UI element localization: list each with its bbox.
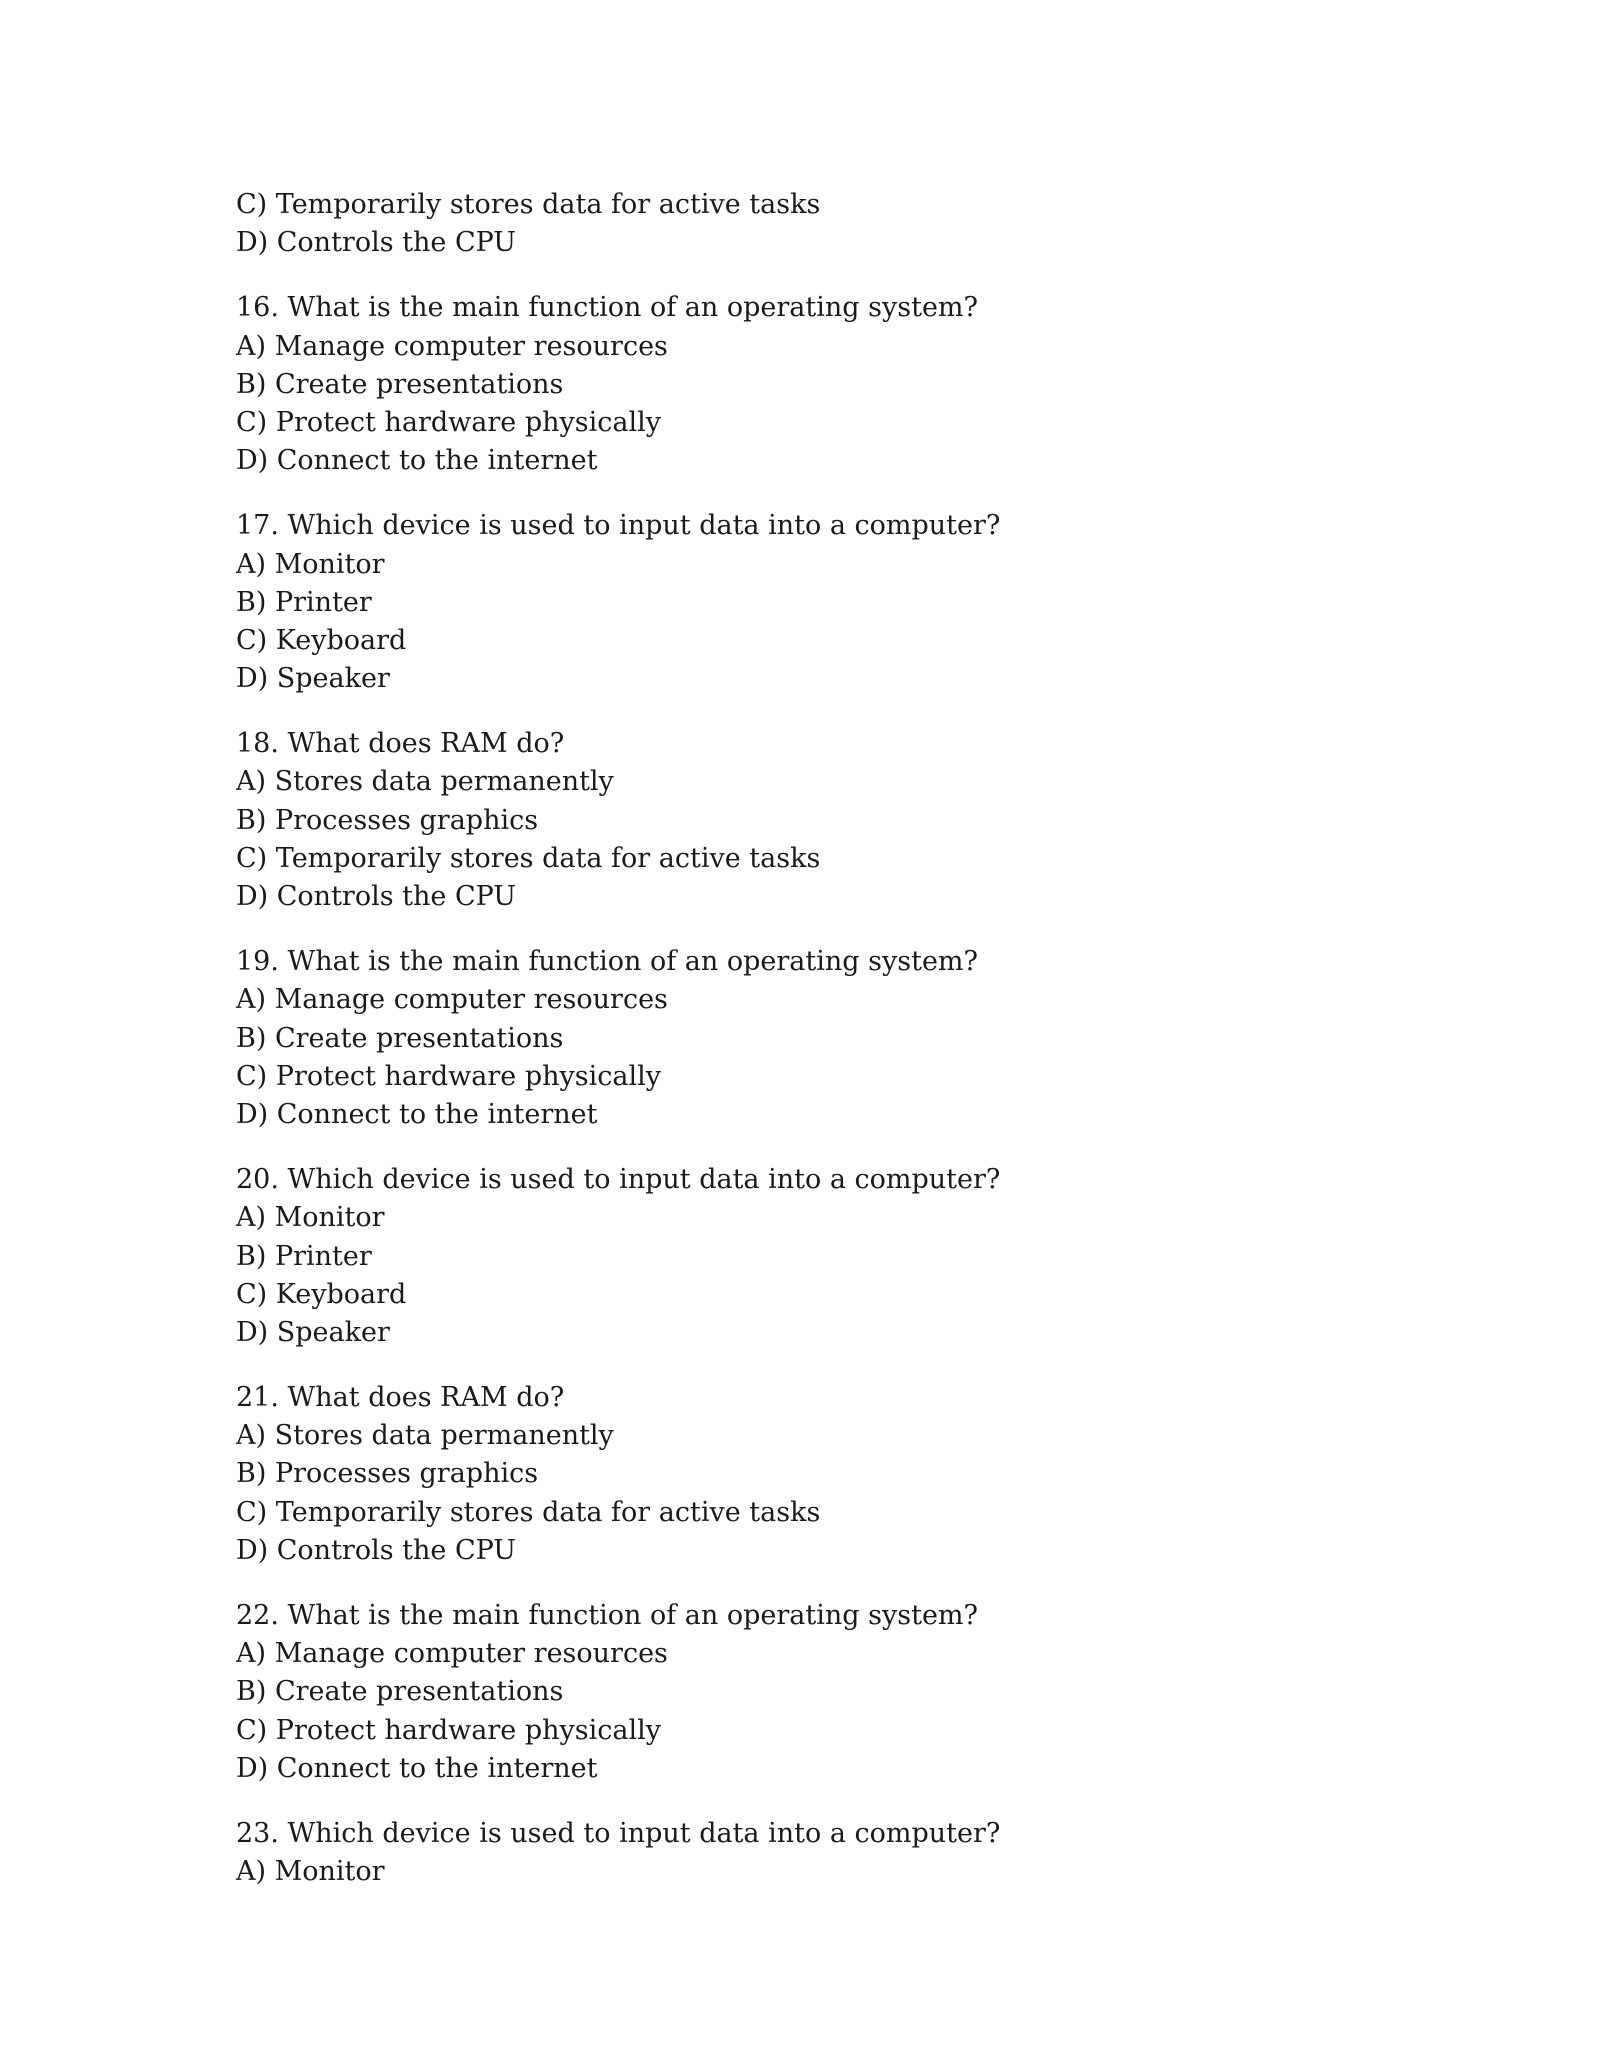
answer-option: C) Temporarily stores data for active tasks bbox=[236, 189, 821, 220]
answer-option: C) Keyboard bbox=[236, 624, 407, 656]
answer-option: D) Controls the CPU bbox=[236, 881, 517, 912]
spacer bbox=[236, 1352, 1386, 1379]
answer-option: A) Monitor bbox=[236, 1202, 385, 1234]
answer-option: B) Create presentations bbox=[236, 368, 564, 400]
answer-option: B) Printer bbox=[236, 586, 372, 618]
spacer bbox=[236, 698, 1386, 725]
question-list bbox=[236, 186, 1386, 1891]
spacer bbox=[236, 480, 1386, 507]
question-text: 19. What is the main function of an operating system? bbox=[236, 946, 979, 978]
question-text: 20. Which device is used to input data into a computer? bbox=[236, 1164, 1001, 1196]
question-19 bbox=[236, 943, 1386, 1134]
spacer bbox=[236, 262, 1386, 289]
answer-option: B) Processes graphics bbox=[236, 1458, 539, 1490]
spacer bbox=[236, 1134, 1386, 1161]
answer-option: B) Create presentations bbox=[236, 1022, 564, 1054]
answer-option: C) Protect hardware physically bbox=[236, 1060, 661, 1092]
question-16 bbox=[236, 289, 1386, 480]
answer-option: C) Keyboard bbox=[236, 1278, 407, 1310]
question-18 bbox=[236, 725, 1386, 916]
question-text: 17. Which device is used to input data into a computer? bbox=[236, 510, 1001, 542]
answer-option: D) Connect to the internet bbox=[236, 445, 598, 477]
answer-option: A) Stores data permanently bbox=[236, 766, 614, 798]
question-21 bbox=[236, 1379, 1386, 1570]
question-text: 22. What is the main function of an operating system? bbox=[236, 1600, 979, 1631]
question-text: 21. What does RAM do? bbox=[236, 1382, 565, 1414]
answer-option: C) Protect hardware physically bbox=[236, 1714, 661, 1746]
answer-option: D) Speaker bbox=[236, 1316, 390, 1348]
answer-option: A) Manage computer resources bbox=[236, 330, 668, 362]
answer-option: A) Manage computer resources bbox=[236, 984, 668, 1016]
answer-option: D) Speaker bbox=[236, 663, 390, 695]
answer-option: C) Protect hardware physically bbox=[236, 406, 661, 438]
question-22 bbox=[236, 1597, 1386, 1788]
question-17 bbox=[236, 507, 1386, 698]
answer-option: C) Temporarily stores data for active tasks bbox=[236, 1496, 821, 1528]
spacer bbox=[236, 916, 1386, 943]
answer-option: B) Create presentations bbox=[236, 1676, 564, 1708]
spacer bbox=[236, 1570, 1386, 1597]
question-fragment bbox=[236, 186, 1386, 262]
question-23 bbox=[236, 1815, 1386, 1891]
answer-option: A) Manage computer resources bbox=[236, 1638, 668, 1670]
answer-option: A) Monitor bbox=[236, 1856, 385, 1888]
spacer bbox=[236, 1788, 1386, 1815]
question-text: 23. Which device is used to input data into a computer? bbox=[236, 1817, 1001, 1849]
answer-option: D) Controls the CPU bbox=[236, 227, 517, 259]
answer-option: D) Controls the CPU bbox=[236, 1534, 517, 1566]
answer-option: B) Processes graphics bbox=[236, 804, 539, 836]
answer-option: A) Monitor bbox=[236, 548, 385, 580]
question-20 bbox=[236, 1161, 1386, 1352]
answer-option: D) Connect to the internet bbox=[236, 1098, 598, 1130]
answer-option: C) Temporarily stores data for active tasks bbox=[236, 842, 821, 874]
answer-option: B) Printer bbox=[236, 1240, 372, 1272]
answer-option: D) Connect to the internet bbox=[236, 1752, 598, 1784]
question-text: 16. What is the main function of an operating system? bbox=[236, 292, 979, 324]
question-text: 18. What does RAM do? bbox=[236, 728, 565, 760]
answer-option: A) Stores data permanently bbox=[236, 1420, 614, 1452]
